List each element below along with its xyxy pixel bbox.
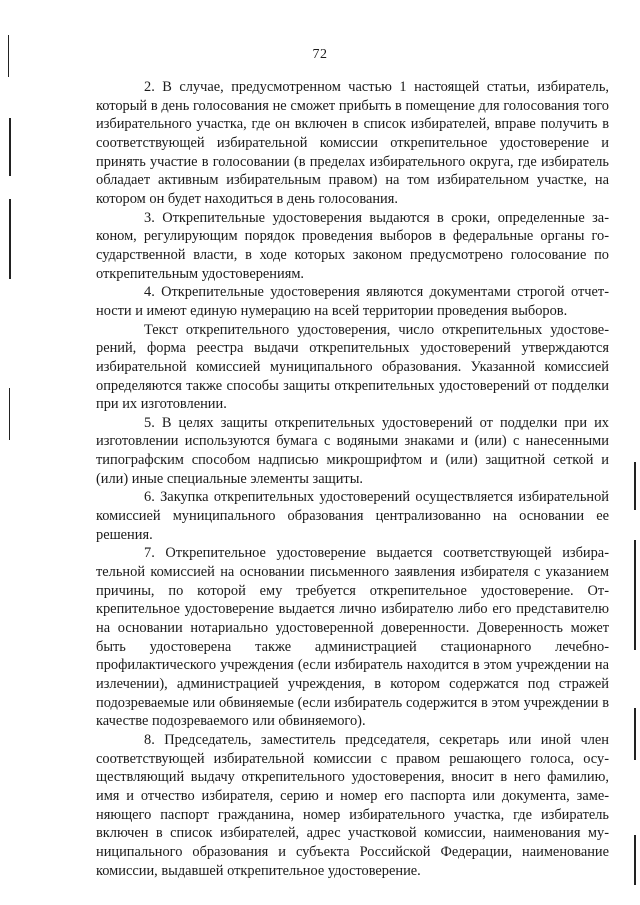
right-scan-mark-3 [634,708,636,760]
right-scan-mark-1 [634,462,636,510]
left-scan-mark-4 [9,388,10,440]
left-scan-mark-2 [9,118,11,176]
paragraph-4: 4. Открепительные удостоверения являются документами строгой отчетности и имеют единую нумерацию на всей территории проведения выборов. [96,284,609,319]
right-scan-mark-4 [634,835,636,885]
page-number: 72 [312,47,328,62]
left-scan-mark-3 [9,199,11,279]
paragraph-5: 5. В целях защиты открепительных удостоверений от подделки при их изготовлении используются бумага с водяными знаками и (или) с нанесенными типографским способом надписью микрошрифтом и (или) защитной сеткой и (или) иные специальные элементы защиты. [96,414,609,487]
paragraph-4-text: Текст открепительного удостоверения, число открепительных удостоверений, форма реестра выдачи открепительных удостоверений утверждаются избирательной комиссией муниципального образования. Указанной комиссией определяются также способы защиты открепительных удостоверений от подделки при их изготовлении. [96,321,609,413]
text-body [96,78,609,880]
paragraph-2: 2. В случае, предусмотренном частью 1 настоящей статьи, избиратель, который в день голосования не сможет прибыть в помещение для голосования того избирательного участка, где он включен в список избирателей, вправе получить в соответствующей избирательной комиссии открепительное удостоверение и принять участие в голосовании (в пределах избирательного округа, где избиратель обладает активным избирательным правом) на том избирательном участке, на котором он будет находиться в день голосования. [96,79,609,207]
paragraph-3: 3. Открепительные удостоверения выдаются в сроки, определенные законом, регулирующим порядок проведения выборов в федеральные органы государственной власти, в ходе которых законом предусмотрено голосование по открепительным удостоверениям. [96,209,609,282]
right-scan-mark-2 [634,540,636,650]
paragraph-8: 8. Председатель, заместитель председателя, секретарь или иной член соответствующей избирательной комиссии с правом решающего голоса, осуществляющий выдачу открепительного удостоверения, вносит в него фамилию, имя и отчество избирателя, серию и номер его паспорта или документа, заменяющего паспорт гражданина, номер избирательного участка, где избиратель включен в список избирателей, адрес участковой комиссии, наименования муниципального образования и субъекта Российской Федерации, наименование комиссии, выдавшей открепительное удостоверение. [96,731,609,879]
paragraph-7: 7. Открепительное удостоверение выдается соответствующей избирательной комиссией на основании письменного заявления избирателя с указанием причины, по которой ему требуется открепительное удостоверение. Открепительное удостоверение выдается лично избирателю либо его представителю на основании нотариально удостоверенной доверенности. Доверенность может быть удостоверена также администрацией стационарного лечебно-профилактического учреждения (если избиратель находится в этом учреждении на излечении), администрацией учреждения, в котором содержатся под стражей подозреваемые или обвиняемые (если избиратель содержится в этом учреждении в качестве подозреваемого или обвиняемого). [96,545,609,730]
paragraph-6: 6. Закупка открепительных удостоверений осуществляется избирательной комиссией муниципального образования централизованно на основании ее решения. [96,489,609,543]
